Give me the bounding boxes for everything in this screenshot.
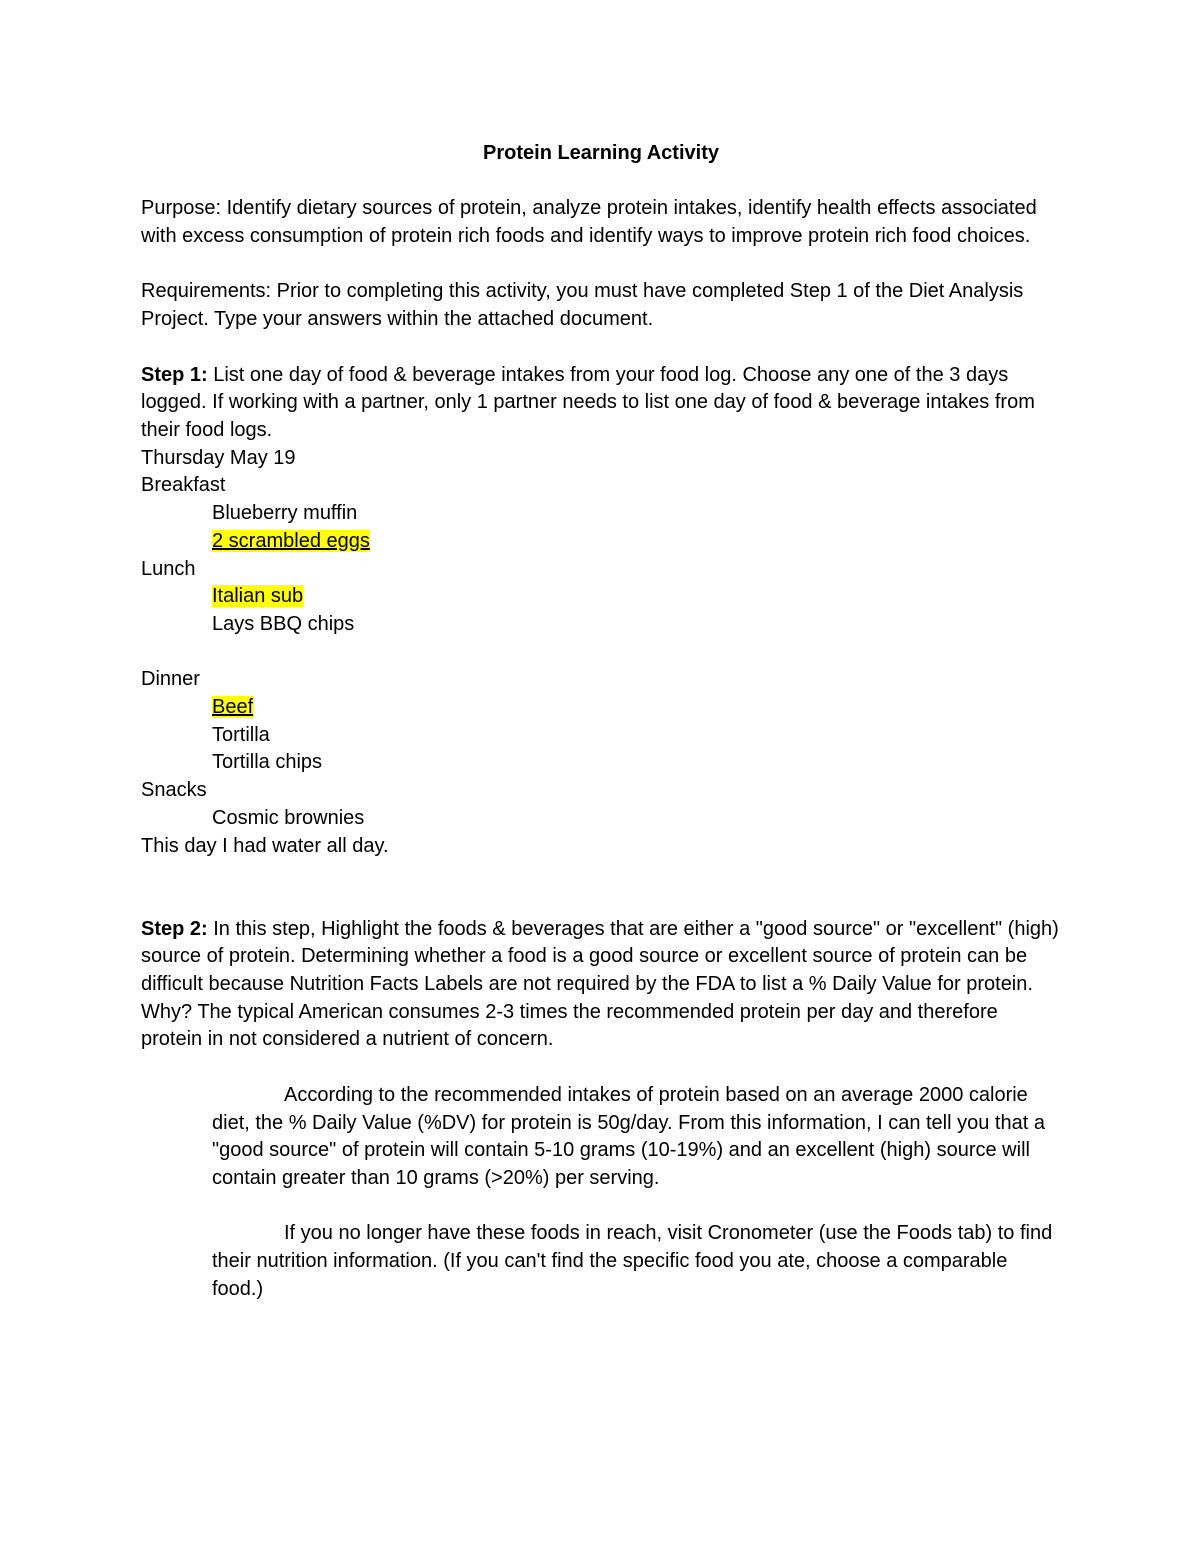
food-item-text: Cosmic brownies (212, 806, 365, 829)
food-item-text: Tortilla (212, 723, 270, 746)
meal-label-dinner: Dinner (141, 668, 200, 691)
food-item (141, 805, 1061, 833)
water-note: This day I had water all day. (141, 834, 389, 857)
highlighted-food-text: 2 scrambled eggs (212, 529, 370, 552)
food-item (141, 722, 1061, 750)
food-item-highlighted (141, 528, 1061, 556)
food-item (141, 611, 1061, 639)
food-item-text: Blueberry muffin (212, 502, 358, 525)
document-title: Protein Learning Activity (483, 142, 719, 164)
step1-label: Step 1: (141, 363, 208, 386)
step2-paragraph (141, 916, 1061, 1055)
meal-label-lunch: Lunch (141, 557, 196, 580)
food-item-text: Tortilla chips (212, 751, 323, 774)
meal-label-breakfast: Breakfast (141, 474, 226, 497)
food-item-text: Lays BBQ chips (212, 612, 355, 635)
document-body (141, 140, 1061, 1303)
step2-label: Step 2: (141, 917, 208, 940)
recommendation-paragraph: According to the recommended intakes of protein based on an average 2000 calorie diet, the % Daily Value (%DV) for protein is 50g/day. From this information, I can tell you that a "good source" of protein will contain 5-10 grams (10-19%) and an excellent (high) source will contain greater than 10 grams (>20%) per serving. (212, 1083, 1045, 1189)
cronometer-paragraph: If you no longer have these foods in reach, visit Cronometer (use the Foods tab) to find their nutrition information. (If you can't find the specific food you ate, choose a comparable food.) (212, 1222, 1053, 1300)
step1-paragraph (141, 362, 1061, 445)
purpose-paragraph: Purpose: Identify dietary sources of protein, analyze protein intakes, identify health effects associated with excess consumption of protein rich foods and identify ways to improve protein rich food choices. (141, 197, 1037, 248)
food-log-day: Thursday May 19 (141, 446, 296, 469)
step1-text: List one day of food & beverage intakes from your food log. Choose any one of the 3 days logged. If working with a partner, only 1 partner needs to list one day of food & beverage intakes from their food logs. (141, 363, 1035, 441)
food-item (141, 749, 1061, 777)
highlighted-food-text: Italian sub (212, 585, 304, 608)
food-item (141, 500, 1061, 528)
highlighted-food-text: Beef (212, 696, 254, 718)
food-item-highlighted (141, 583, 1061, 611)
step2-text: In this step, Highlight the foods & beverages that are either a "good source" or "excellent" (high) source of protein. Determining whether a food is a good source or excellent source of protein can be difficult because Nutrition Facts Labels are not required by the FDA to list a % Daily Value for protein. Why? The typical American consumes 2-3 times the recommended protein per day and therefore protein in not considered a nutrient of concern. (141, 917, 1059, 1051)
food-item-highlighted (141, 694, 1061, 722)
meal-label-snacks: Snacks (141, 779, 207, 802)
requirements-paragraph: Requirements: Prior to completing this activity, you must have completed Step 1 of the Diet Analysis Project. Type your answers within the attached document. (141, 280, 1024, 331)
